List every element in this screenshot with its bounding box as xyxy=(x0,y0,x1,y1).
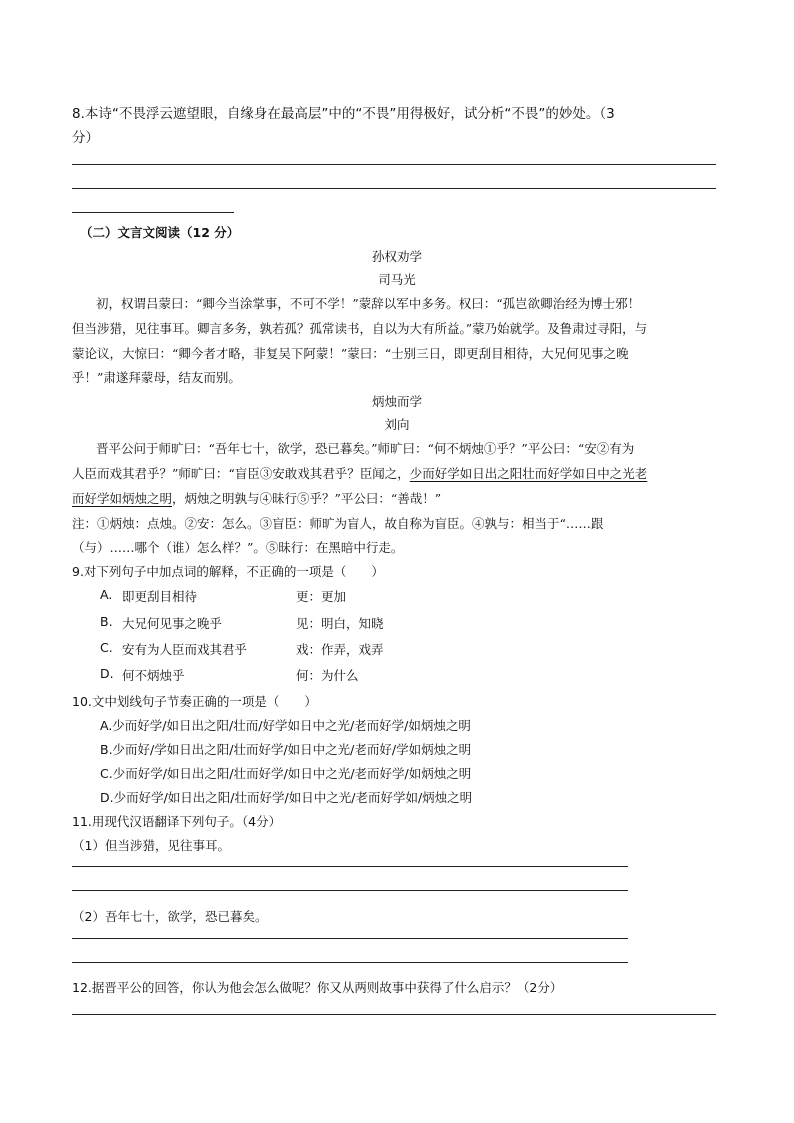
underlined-sentence: 而好学如炳烛之明 xyxy=(72,491,173,506)
passage2-line xyxy=(72,464,647,482)
answer-line-short xyxy=(72,212,234,213)
passage2-line: 晋平公问于师旷曰：“吾年七十，欲学，恐已暮矣。”师旷曰：“何不炳烛①乎？”平公曰：“安②有为 xyxy=(96,441,635,456)
q10-option: D.少而好学/如日出之阳/壮而好学/如日中之光/老而好学如/炳烛之明 xyxy=(100,790,473,805)
q8-line1: 8.本诗“不畏浮云遮望眼，自缘身在最高层”中的“不畏”用得极好，试分析“不畏”的妙处。（3 xyxy=(72,106,615,122)
passage2-title: 炳烛而学 xyxy=(371,394,422,409)
note-line: （与）……哪个（谁）怎么样？”。⑤昧行：在黑暗中行走。 xyxy=(72,540,404,555)
answer-line xyxy=(72,188,716,189)
q10-option: B.少而好/学如日出之阳/壮而好学/如日中之光/老而好/学如炳烛之明 xyxy=(100,742,472,757)
q9-option-label: D. xyxy=(100,666,114,681)
passage1-line: 初，权谓吕蒙曰：“卿今当涂掌事，不可不学！”蒙辞以军中多务。权曰：“孤岂欲卿治经为博士邪！ xyxy=(96,296,641,311)
q10-option: C.少而好学/如日出之阳/壮而好学/如日中之光/老而好学/如炳烛之明 xyxy=(100,766,472,781)
q9-option-sentence: 何不炳烛乎 xyxy=(122,668,185,683)
q12-stem: 12.据晋平公的回答，你认为他会怎么做呢？你又从两则故事中获得了什么启示？（2分） xyxy=(72,980,563,995)
q9-option-gloss: 见：明白，知晓 xyxy=(296,616,384,631)
passage1-title: 孙权劝学 xyxy=(371,249,422,264)
answer-line xyxy=(72,1014,716,1015)
q11-item: （1）但当涉猎，见往事耳。 xyxy=(72,838,230,853)
q10-option: A.少而好学/如日出之阳/壮而/好学如日中之光/老而好学/如炳烛之明 xyxy=(100,718,471,733)
answer-line xyxy=(72,962,628,963)
q10-stem: 10.文中划线句子节奏正确的一项是（ ） xyxy=(72,694,317,709)
passage1-author: 司马光 xyxy=(378,272,416,287)
note-line: 注：①炳烛：点烛。②安：怎么。③盲臣：师旷为盲人，故自称为盲臣。④孰与：相当于“……跟 xyxy=(72,516,604,531)
q9-option-gloss: 戏：作弄，戏弄 xyxy=(296,642,384,657)
q9-option-label: B. xyxy=(100,614,113,629)
passage2-author: 刘向 xyxy=(384,417,410,432)
answer-line xyxy=(72,164,716,165)
q9-option-gloss: 更：更加 xyxy=(296,589,347,604)
q9-stem: 9.对下列句子中加点词的解释，不正确的一项是（ ） xyxy=(72,564,384,579)
q9-option-gloss: 何：为什么 xyxy=(296,668,359,683)
passage1-line: 乎！”肃遂拜蒙母，结友而别。 xyxy=(72,370,241,385)
passage2-line-text: 人臣而戏其君乎？”师旷曰：“盲臣③安敢戏其君乎？臣闻之， xyxy=(72,466,410,481)
underlined-sentence: 少而好学如日出之阳壮而好学如日中之光老 xyxy=(409,466,648,481)
answer-line xyxy=(72,890,628,891)
answer-line xyxy=(72,866,628,867)
q11-item: （2）吾年七十，欲学，恐已暮矣。 xyxy=(72,909,268,924)
answer-line xyxy=(72,938,628,939)
passage1-line: 但当涉猎，见往事耳。卿言多务，孰若孤？孤常读书，自以为大有所益。”蒙乃始就学。及鲁肃过寻阳，与 xyxy=(72,321,648,336)
q9-option-label: C. xyxy=(100,640,113,655)
q9-option-sentence: 即更刮目相待 xyxy=(122,589,198,604)
q8-line2: 分） xyxy=(72,130,99,146)
passage2-line-text: ，炳烛之明孰与④昧行⑤乎？”平公曰：“善哉！” xyxy=(172,491,442,506)
passage2-line xyxy=(72,489,441,507)
q9-option-sentence: 安有为人臣而戏其君乎 xyxy=(122,642,248,657)
q9-option-label: A. xyxy=(100,587,113,602)
q9-option-sentence: 大兄何见事之晚乎 xyxy=(122,616,223,631)
section-title: （二）文言文阅读（12 分） xyxy=(80,225,240,240)
q11-stem: 11.用现代汉语翻译下列句子。（4分） xyxy=(72,814,282,829)
passage1-line: 蒙论议，大惊曰：“卿今者才略，非复吴下阿蒙！”蒙曰：“士别三日，即更刮目相待，大兄何见事之晚 xyxy=(72,346,629,361)
